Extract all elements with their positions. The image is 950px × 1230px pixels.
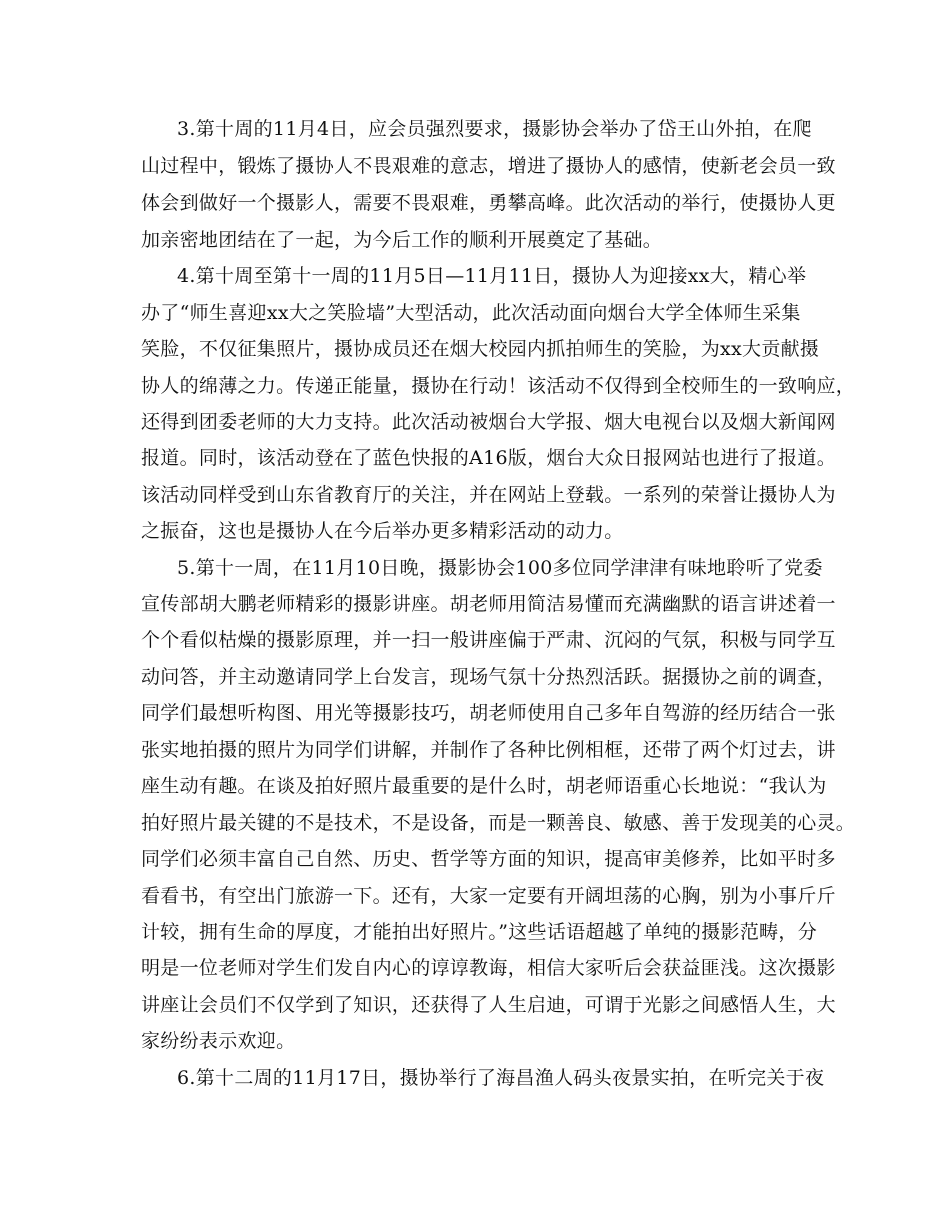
paragraph-4-line-4: 协人的绵薄之力。传递正能量，摄协在行动！该活动不仅得到全校师生的一致响应， xyxy=(141,375,856,397)
paragraph-5-line-3: 个个看似枯燥的摄影原理，并一扫一般讲座偏于严肃、沉闷的气氛，积极与同学互 xyxy=(141,629,836,651)
paragraph-5-line-11: 计较，拥有生命的厚度，才能拍出好照片。”这些话语超越了单纯的摄影范畴，分 xyxy=(141,921,818,943)
paragraph-6-line-1: 6.第十二周的11月17日，摄协举行了海昌渔人码头夜景实拍，在听完关于夜 xyxy=(177,1067,825,1089)
paragraph-3-line-2: 山过程中，锻炼了摄协人不畏艰难的意志，增进了摄协人的感情，使新老会员一致 xyxy=(141,155,836,177)
paragraph-5-line-7: 座生动有趣。在谈及拍好照片最重要的是什么时，胡老师语重心长地说：“我认为 xyxy=(141,775,827,797)
paragraph-5-line-13: 讲座让会员们不仅学到了知识，还获得了人生启迪，可谓于光影之间感悟人生，大 xyxy=(141,994,836,1016)
paragraph-5-line-14: 家纷纷表示欢迎。 xyxy=(141,1030,296,1052)
paragraph-4-line-7: 该活动同样受到山东省教育厅的关注，并在网站上登载。一系列的荣誉让摄协人为 xyxy=(141,484,836,506)
paragraph-3-line-3: 体会到做好一个摄影人，需要不畏艰难，勇攀高峰。此次活动的举行，使摄协人更 xyxy=(141,192,836,214)
paragraph-4-line-6: 报道。同时，该活动登在了蓝色快报的A16版，烟台大众日报网站也进行了报道。 xyxy=(141,447,836,469)
paragraph-5-line-2: 宣传部胡大鹏老师精彩的摄影讲座。胡老师用简洁易懂而充满幽默的语言讲述着一 xyxy=(141,593,836,615)
paragraph-4-line-3: 笑脸，不仅征集照片，摄协成员还在烟大校园内抓拍师生的笑脸，为xx大贡献摄 xyxy=(141,338,820,360)
paragraph-5-line-10: 看看书，有空出门旅游一下。还有，大家一定要有开阔坦荡的心胸，别为小事斤斤 xyxy=(141,885,836,907)
paragraph-4-line-1: 4.第十周至第十一周的11月5日—11月11日，摄协人为迎接xx大，精心举 xyxy=(177,265,807,287)
paragraph-5-line-6: 张实地拍摄的照片为同学们讲解，并制作了各种比例相框，还带了两个灯过去，讲 xyxy=(141,739,836,761)
paragraph-5-line-9: 同学们必须丰富自己自然、历史、哲学等方面的知识，提高审美修养，比如平时多 xyxy=(141,848,836,870)
paragraph-5-line-1: 5.第十一周，在11月10日晚，摄影协会100多位同学津津有味地聆听了党委 xyxy=(177,557,823,579)
paragraph-3-line-4: 加亲密地团结在了一起，为今后工作的顺利开展奠定了基础。 xyxy=(141,229,663,251)
paragraph-3-line-1: 3.第十周的11月4日，应会员强烈要求，摄影协会举办了岱王山外拍，在爬 xyxy=(177,118,812,140)
paragraph-5-line-12: 明是一位老师对学生们发自内心的谆谆教诲，相信大家听后会获益匪浅。这次摄影 xyxy=(141,957,836,979)
paragraph-5-line-8: 拍好照片最关键的不是技术，不是设备，而是一颗善良、敏感、善于发现美的心灵。 xyxy=(141,812,856,834)
paragraph-5-line-5: 同学们最想听构图、用光等摄影技巧，胡老师使用自己多年自驾游的经历结合一张 xyxy=(141,702,836,724)
paragraph-5-line-4: 动问答，并主动邀请同学上台发言，现场气氛十分热烈活跃。据摄协之前的调查， xyxy=(141,666,836,688)
paragraph-4-line-5: 还得到团委老师的大力支持。此次活动被烟台大学报、烟大电视台以及烟大新闻网 xyxy=(141,411,836,433)
paragraph-4-line-2: 办了“师生喜迎xx大之笑脸墙”大型活动，此次活动面向烟台大学全体师生采集 xyxy=(141,302,801,324)
paragraph-4-line-8: 之振奋，这也是摄协人在今后举办更多精彩活动的动力。 xyxy=(141,520,624,542)
